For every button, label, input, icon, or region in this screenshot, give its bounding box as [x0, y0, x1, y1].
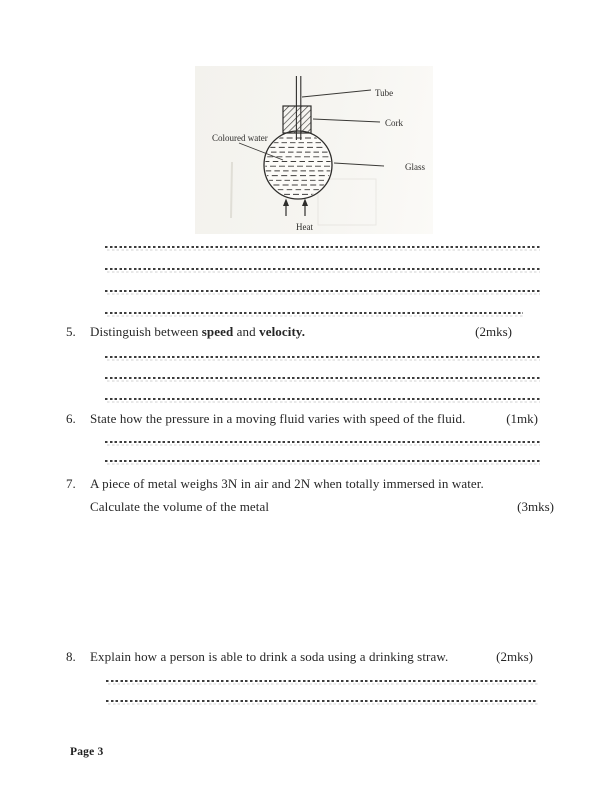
answer-line [105, 441, 540, 443]
answer-line [105, 290, 540, 292]
tube-label: Tube [375, 88, 394, 98]
glass-label: Glass [405, 162, 425, 172]
question-text: Distinguish between speed and velocity. [90, 324, 306, 339]
heat-label: Heat [296, 222, 313, 232]
answer-line [105, 377, 540, 379]
marks-label: (3mks) [517, 499, 554, 514]
question-number: 5. [66, 324, 76, 339]
page-number: Page 3 [70, 746, 104, 758]
cork [283, 106, 311, 133]
question-text: A piece of metal weighs 3N in air and 2N when totally immersed in water. [90, 476, 484, 491]
answer-line [105, 246, 540, 248]
heat-arrows [283, 199, 308, 217]
question-number: 7. [66, 476, 76, 491]
question-5 [66, 324, 540, 340]
flask-diagram-svg [195, 66, 433, 234]
answer-line [105, 356, 540, 358]
answer-line [105, 312, 523, 314]
scan-artifact [318, 179, 376, 225]
answer-line [106, 680, 538, 682]
cork-label: Cork [385, 118, 403, 128]
scan-artifact [231, 162, 232, 218]
question-text: Explain how a person is able to drink a soda using a drinking straw. [90, 649, 449, 664]
answer-line [105, 460, 540, 462]
question-7 [66, 476, 540, 492]
answer-line [105, 398, 540, 400]
question-7-continued [66, 499, 564, 515]
answer-line [106, 700, 538, 702]
marks-label: (2mks) [475, 324, 512, 339]
answer-line [105, 268, 540, 270]
question-text: State how the pressure in a moving fluid varies with speed of the fluid. [90, 411, 466, 426]
question-8 [66, 649, 540, 665]
question-number: 6. [66, 411, 76, 426]
marks-label: (2mks) [496, 649, 533, 664]
question-6 [66, 411, 540, 427]
marks-label: (1mk) [506, 411, 538, 426]
flask-experiment-diagram [195, 66, 433, 234]
question-text: Calculate the volume of the metal [90, 499, 270, 514]
glass-flask [264, 131, 332, 199]
question-number: 8. [66, 649, 76, 664]
coloured-water-label: Coloured water [212, 133, 268, 143]
